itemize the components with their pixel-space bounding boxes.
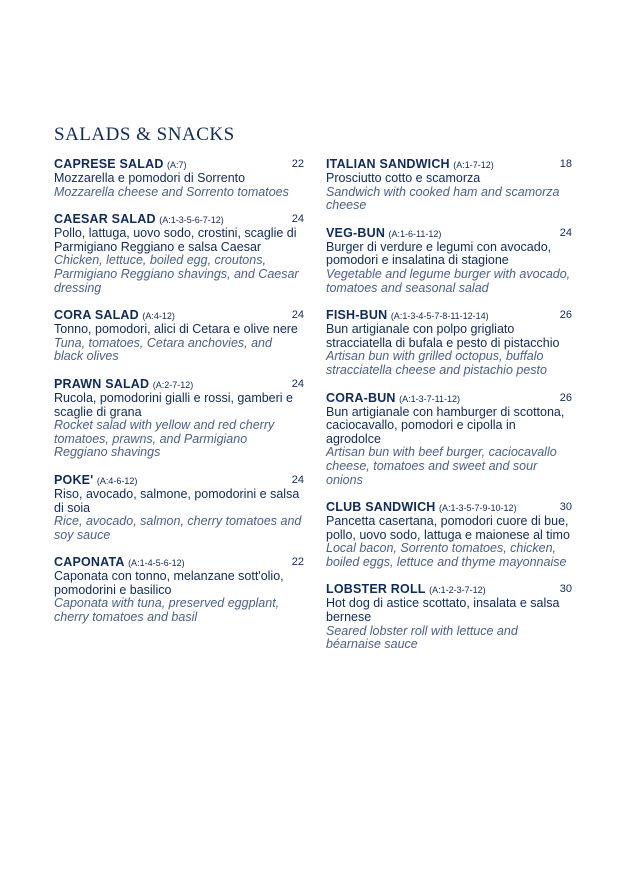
item-description-english: Mozzarella cheese and Sorrento tomatoes [54,184,289,199]
menu-item [326,157,572,213]
menu-item [54,473,304,542]
menu-item-header [326,500,572,515]
menu-item-header [54,555,304,570]
menu-item [54,212,304,295]
item-price: 24 [291,473,304,486]
item-allergens: (A:4-12) [142,311,175,322]
item-price: 24 [291,213,304,226]
item-price: 24 [291,309,304,322]
item-description-italian: Prosciutto cotto e scamorza [326,171,481,185]
item-description-italian: Pancetta casertana, pomodori cuore di bue, pollo, uovo sodo, lattuga e maionese al timo [326,514,570,542]
item-allergens: (A:1-7-12) [453,160,494,170]
item-allergens: (A:1-4-5-6-12) [128,558,185,569]
menu-item [326,391,572,488]
item-price: 30 [559,583,572,596]
item-description-italian: Bun artigianale con polpo grigliato stracciatella di bufala e pesto di pistacchio [326,322,560,350]
item-description-italian: Hot dog di astice scottato, insalata e salsa bernese [326,596,560,625]
item-name: POKE' [54,472,94,487]
menu-item-header [326,226,572,241]
menu-item [54,308,304,364]
menu-item-header [54,377,304,392]
item-name: CLUB SANDWICH [326,500,436,515]
item-description-italian: Caponata con tonno, melanzane sott'olio, pomodorini e basilico [54,569,284,597]
item-price: 18 [559,158,572,170]
item-name: CAPRESE SALAD [54,157,164,171]
menu-item [326,308,572,377]
item-description-english: Artisan bun with beef burger, caciocavallo cheese, tomatoes and sweet and sour onions [326,445,557,487]
item-name: PRAWN SALAD [54,376,150,391]
item-name: CORA-BUN [326,390,396,405]
menu-item-header [326,582,572,597]
menu-column-left [54,157,304,638]
item-description-italian: Burger di verdure e legumi con avocado, pomodori e insalatina di stagione [326,239,552,268]
item-price: 24 [559,226,572,239]
menu-item [54,555,304,624]
item-price: 26 [559,391,572,404]
item-price: 24 [291,377,304,390]
menu-item-header [54,157,304,172]
item-price: 30 [559,501,572,514]
item-description-english: Seared lobster roll with lettuce and béarnaise sauce [326,623,518,652]
menu-item [326,226,572,295]
menu-item [326,500,572,569]
item-description-english: Vegetable and legume burger with avocado, tomatoes and seasonal salad [326,266,571,295]
menu-item [54,157,304,199]
menu-item-header [326,157,572,172]
item-description-english: Chicken, lettuce, boiled egg, croutons, Parmigiano Reggiano shavings, and Caesar dressing [54,253,299,295]
item-description-english: Artisan bun with grilled octopus, buffalo stracciatella cheese and pistachio pesto [326,349,547,377]
menu-item-header [326,391,572,406]
item-name: ITALIAN SANDWICH [326,157,450,171]
item-description-italian: Mozzarella e pomodori di Sorrento [54,171,246,185]
item-description-italian: Rucola, pomodorini gialli e rossi, gamberi e scaglie di grana [54,390,294,419]
item-name: CAPONATA [54,555,125,570]
item-name: CAESAR SALAD [54,212,156,227]
section-title: SALADS & SNACKS [54,124,235,145]
menu-item [326,582,572,651]
menu-item-header [54,212,304,227]
item-description-english: Rocket salad with yellow and red cherry tomatoes, prawns, and Parmigiano Reggiano shavings [54,418,275,460]
item-allergens: (A:4-6-12) [96,475,138,486]
item-price: 22 [291,556,304,569]
item-allergens: (A:1-2-3-7-12) [429,585,486,596]
item-description-italian: Riso, avocado, salmone, pomodorini e salsa di soia [54,486,300,515]
menu-item-header [326,308,572,323]
item-allergens: (A:2-7-12) [152,379,194,390]
menu-item-header [54,308,304,323]
menu-column-right [326,157,572,665]
item-name: FISH-BUN [326,308,388,323]
item-allergens: (A:1-3-5-7-9-10-12) [439,503,517,514]
item-allergens: (A:1-3-4-5-7-8-11-12-14) [390,311,489,322]
item-description-english: Rice, avocado, salmon, cherry tomatoes and soy sauce [54,514,302,542]
item-name: VEG-BUN [326,225,386,240]
item-allergens: (A:1-3-7-11-12) [399,393,460,404]
item-description-english: Caponata with tuna, preserved eggplant, cherry tomatoes and basil [54,596,280,625]
item-description-english: Sandwich with cooked ham and scamorza cheese [326,184,560,213]
item-price: 22 [291,158,304,170]
item-description-italian: Bun artigianale con hamburger di scottona, caciocavallo, pomodori e cipolla in agrodolce [326,404,565,446]
item-description-italian: Pollo, lattuga, uovo sodo, crostini, scaglie di Parmigiano Reggiano e salsa Caesar [54,226,297,254]
item-price: 26 [559,309,572,322]
item-description-english: Tuna, tomatoes, Cetara anchovies, and black olives [54,335,272,364]
menu-item [54,377,304,460]
menu-item-header [54,473,304,488]
item-allergens: (A:1-3-5-6-7-12) [159,215,224,226]
item-allergens: (A:1-6-11-12) [388,228,442,239]
item-allergens: (A:7) [167,160,187,170]
item-description-italian: Tonno, pomodori, alici di Cetara e olive nere [54,322,298,337]
item-name: CORA SALAD [54,308,139,323]
item-description-english: Local bacon, Sorrento tomatoes, chicken, boiled eggs, lettuce and thyme mayonnaise [326,541,567,569]
item-name: LOBSTER ROLL [326,582,426,597]
